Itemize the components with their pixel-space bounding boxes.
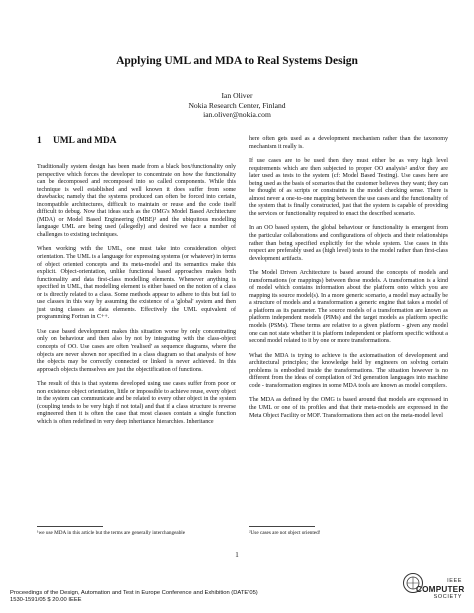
logo-line: IEEE <box>447 578 462 584</box>
paragraph: The MDA as defined by the OMG is based around that models are expressed in the UML or one of its profiles and that their meta-models are expressed in the Meta Object Facility or MOF. Transformations then act on the meta-model level <box>249 397 448 419</box>
footnote-right: ²Use cases are not object oriented! <box>249 530 321 536</box>
author-affiliation: Nokia Research Center, Finland <box>188 100 286 110</box>
footnote-left: ¹we use MDA in this article but the terms are generally interchangeable <box>37 530 186 536</box>
page-number: 1 <box>235 551 239 559</box>
paragraph: here often gets used as a development mechanism rather than the taxonomy mechanism it really is. <box>249 136 448 150</box>
section-heading <box>37 136 236 147</box>
paragraph: When working with the UML, one must take into consideration object orientation. The UML is a language for expressing systems (or whatever) in terms of object oriented concepts and its meta-model and its semantics make this explicit. Object-orientation, unlike functional based approaches makes both functionality and data first-class modelling elements. Whenever anything is specified in UML, that modelling element is either based on the notion of a class or is directly related to a class. Some methods appear to adhere to this but fail to use classes in this way by assuming the existence of a 'global' system and then just using classes as data elements. Effectively the UML equivalent of programming Fortran in C++. <box>37 246 236 321</box>
paragraph: The result of this is that systems developed using use cases suffer from poor or non existence object orientation, little or impossible to achieve reuse, every object in the system can communicate and be related to every other object in the system (coupling tends to be very high if not total) and that if a class structure is reverse engineered then it is often the case that most classes contain a single function which is often redefined in very deep inheritance hierarchies. Inheritance <box>37 381 236 425</box>
footnote-rule <box>37 526 103 527</box>
proceedings-line: Proceedings of the Design, Automation and Test in Europe Conference and Exhibition (DATE'05) <box>10 590 258 596</box>
paragraph: Use case based development makes this situation worse by only concentrating only on behaviour and then also by not by integrating with the class-object concepts of OO. Use cases are often 'realised' as sequence diagrams, where the objects are never shown nor specified in a class diagram so that analysis of how the objects may be correctly connected or linked is never achieved. In this approach objects themselves are just the objectification of functions. <box>37 328 236 373</box>
logo-line: COMPUTER <box>416 585 465 594</box>
paper-title: Applying UML and MDA to Real Systems Design <box>116 55 358 67</box>
footnote-rule <box>249 526 315 527</box>
logo-line: SOCIETY <box>433 594 462 600</box>
left-column <box>37 136 236 434</box>
proceedings-line: 1530-1591/05 $ 20.00 IEEE <box>10 597 82 604</box>
section-number: 1 <box>37 136 42 146</box>
author-block <box>0 91 474 120</box>
ieee-computer-society-logo <box>402 572 465 610</box>
author-name: Ian Oliver <box>221 91 253 100</box>
right-column <box>249 136 448 427</box>
paragraph: Traditionally system design has been made from a black box/functionality only perspective which forces the developer to concentrate on how the functionality can be decomposed and recomposed into so called components. While this technique is well established and well known it does suffer from some drawbacks; namely that the systems produced can often be forced into certain, incompatible architectures, difficult to maintain or reuse and the code itself difficult to debug. Now that ideas such as the OMG's Model Based Architecture (MDA) or Model Based Engineering (MBE)¹ and the ubiquitous modelling language UML are being used (allegedly) and desired we face a number of challenges to existing techniques. <box>37 164 236 238</box>
paragraph: If use cases are to be used then they must either be as very high level requirements which are then subjected to proper OO analysis² and/or they are later used as tests to the system (cf: Model Based Testing). Use cases here are being used as the basis of scenarios that the customer believes they want; they can be thought of as scripts or constraints in the model checking sense. There is almost never a one-to-one mapping between the use cases and the functionality of the system that is finally constructed, just that the system is capable of providing the services or functionality required to enact the described scenario. <box>249 158 448 217</box>
paragraph: What the MDA is trying to achieve is the axiomatisation of development and architectural principles; the knowledge held by engineers on solving certain problems is embodied inside the transformations. The situation however is no different from the ideas of compilation of 3rd generation languages into machine code - transformation engines in some MDA tools are known as model compilers. <box>249 352 448 389</box>
author-email: ian.oliver@nokia.com <box>203 110 271 120</box>
proceedings-footer <box>10 590 258 604</box>
section-title: UML and MDA <box>53 136 117 146</box>
paragraph: In an OO based system, the global behaviour or functionality is emergent from the particular collaborations and configurations of objects and their relationships rather than being specified explicitly for the whole system. Use cases in this respect are preferably used as (high level) tests to the model rather than first-class development artifacts. <box>249 225 448 262</box>
paragraph: The Model Driven Architecture is based around the concepts of models and transformations (or mappings) between those models. A transformation is a kind of model which contains information about the platform onto which you are mapping its source model(s). In a more generic scenario, a model may actually be a structure of models and a transformation a generic engine that takes a model of a platform as its parameter. The source models of a transformation are known as platform independent models (PIMs) and the target models as platform specific models (PSMs). These terms are relative to a given platform - given any model one can not state whether it is platform independent or platform specific without a second model related to it by one or more transformations. <box>249 270 448 345</box>
